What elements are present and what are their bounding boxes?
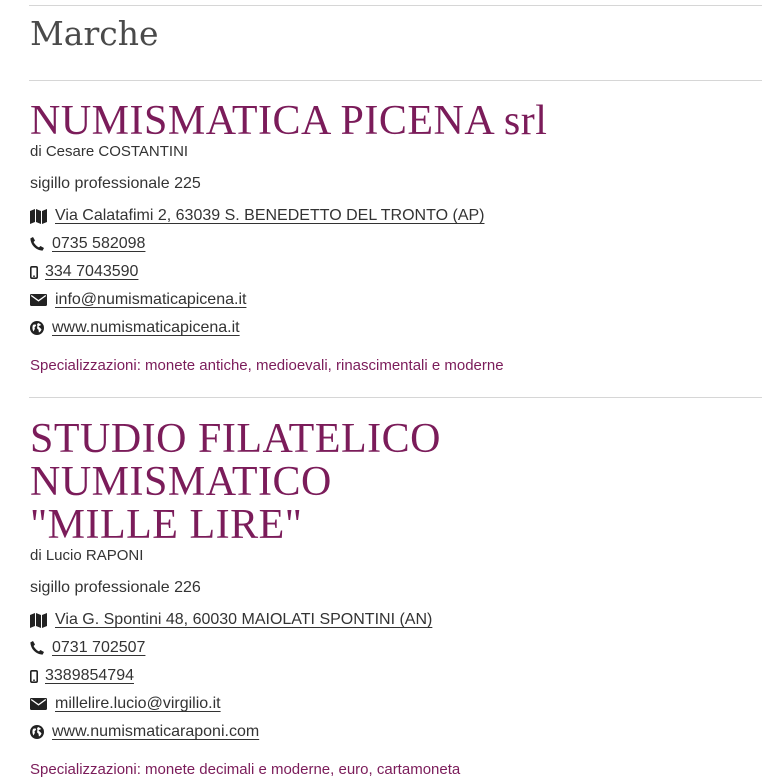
dealer-name-line: "MILLE LIRE" [30, 502, 303, 548]
address-row [30, 606, 742, 634]
dealer-name [30, 418, 742, 547]
dealer-name: NUMISMATICA PICENA srl [30, 98, 548, 144]
dealer-name-line: STUDIO FILATELICO NUMISMATICO [30, 416, 441, 505]
mobile-link[interactable]: 3389854794 [45, 667, 134, 684]
mobile-icon [30, 266, 45, 279]
phone-link[interactable]: 0731 702507 [52, 639, 146, 656]
dealer-card [30, 100, 742, 376]
specializations: Specializzazioni: monete antiche, medioevali, rinascimentali e moderne [30, 357, 504, 374]
professional-seal: sigillo professionale 226 [30, 579, 201, 596]
dealer-owner: di Cesare COSTANTINI [30, 143, 189, 160]
map-icon [30, 209, 52, 224]
website-row [30, 314, 742, 342]
phone-link[interactable]: 0735 582098 [52, 235, 146, 252]
dealer-card [30, 418, 742, 780]
phone-icon [30, 641, 52, 655]
email-link[interactable]: millelire.lucio@virgilio.it [55, 695, 221, 712]
globe-icon [30, 321, 52, 335]
address-link[interactable]: Via Calatafimi 2, 63039 S. BENEDETTO DEL TRONTO (AP) [55, 207, 485, 224]
mobile-row [30, 662, 742, 690]
phone-row [30, 634, 742, 662]
specializations: Specializzazioni: monete decimali e moderne, euro, cartamoneta [30, 761, 461, 778]
phone-icon [30, 237, 52, 251]
mobile-row [30, 258, 742, 286]
region-title: Marche [30, 14, 159, 53]
email-icon [30, 294, 55, 306]
top-divider [29, 5, 762, 6]
globe-icon [30, 725, 52, 739]
phone-row [30, 230, 742, 258]
email-icon [30, 698, 55, 710]
mobile-link[interactable]: 334 7043590 [45, 263, 139, 280]
divider [29, 397, 762, 398]
email-row [30, 690, 742, 718]
divider [29, 80, 762, 81]
mobile-icon [30, 670, 45, 683]
map-icon [30, 613, 52, 628]
website-row [30, 718, 742, 746]
address-link[interactable]: Via G. Spontini 48, 60030 MAIOLATI SPONTINI (AN) [55, 611, 433, 628]
email-link[interactable]: info@numismaticapicena.it [55, 291, 247, 308]
address-row [30, 202, 742, 230]
dealer-owner: di Lucio RAPONI [30, 547, 144, 564]
email-row [30, 286, 742, 314]
website-link[interactable]: www.numismaticaraponi.com [52, 723, 260, 740]
website-link[interactable]: www.numismaticapicena.it [52, 319, 240, 336]
professional-seal: sigillo professionale 225 [30, 175, 201, 192]
